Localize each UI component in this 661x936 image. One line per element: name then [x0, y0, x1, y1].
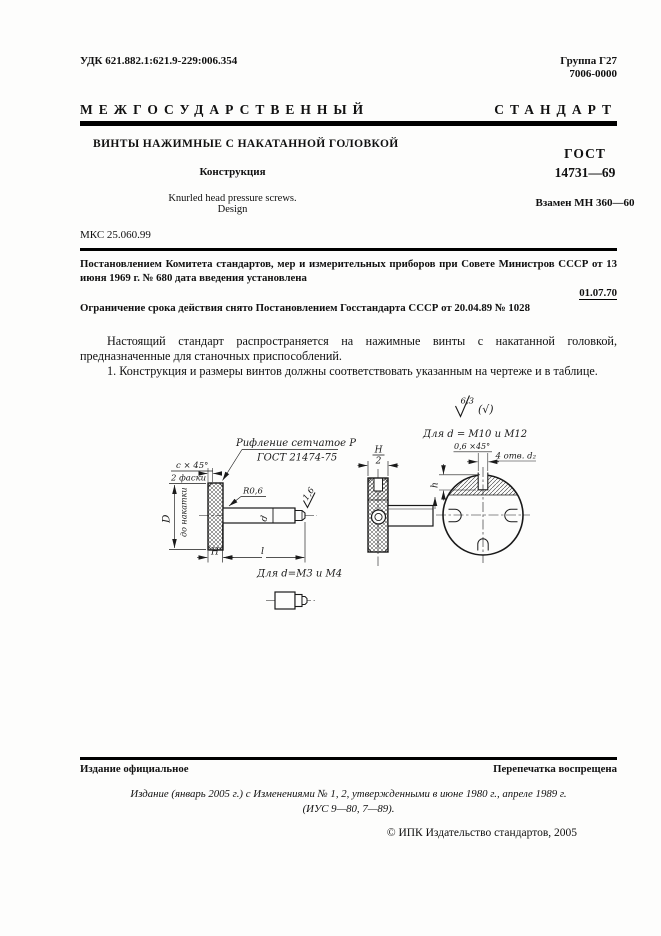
roughness-alt-symbol: (√): [478, 403, 494, 416]
footer-row: [80, 763, 617, 775]
fillet-radius-label: R0,6: [243, 486, 263, 497]
divider-rule-bottom: [80, 757, 617, 760]
standard-subtitle: Конструкция: [199, 166, 266, 178]
knurled-head: [208, 483, 223, 550]
edition-line2: (ИУС 9—80, 7—89).: [302, 802, 395, 815]
edition-note: [80, 787, 617, 816]
group-label: Группа Г27: [560, 55, 617, 67]
mks-code: МКС 25.060.99: [80, 229, 151, 241]
roughness-value: 6,3: [460, 396, 475, 407]
standard-type-word1: МЕЖГОСУДАРСТВЕННЫЙ: [80, 102, 370, 117]
dim-H-label: H: [211, 547, 219, 558]
standard-title: ВИНТЫ НАЖИМНЫЕ С НАКАТАННОЙ ГОЛОВКОЙ: [93, 138, 399, 150]
dim-H2-denominator: 2: [375, 456, 382, 467]
knurl-note-line2: ГОСТ 21474-75: [257, 452, 338, 464]
introduction-date: 01.07.70: [579, 287, 617, 299]
dim-H2-numerator: H: [374, 445, 383, 456]
dim-h-label: h: [430, 482, 441, 488]
holes-count-label: 4 отв. d₂: [495, 451, 536, 462]
paragraph-clause1: 1. Конструкция и размеры винтов должны соответствовать указанным на чертеже и в таблице.: [107, 364, 598, 378]
heading-rule: [80, 121, 617, 126]
dim-D-label: D: [160, 514, 173, 523]
replaces-note: Взамен МН 360—60: [535, 197, 635, 209]
right-hole: [505, 509, 518, 521]
decree-line1: Постановлением Комитета стандартов, мер и измерительных приборов при Совете Министров СССР от 13 июня 1969 г. № 680 дата введения установлена: [80, 258, 617, 284]
decree-line2: Ограничение срока действия снято Постановлением Госстандарта СССР от 20.04.89 № 1028: [80, 302, 530, 314]
title-english-2: Design: [217, 204, 248, 215]
technical-drawing: [140, 385, 660, 640]
m3m4-detail-view: [266, 592, 315, 609]
divider-rule-top: [80, 248, 617, 251]
gost-number: 14731—69: [554, 165, 616, 180]
m3m4-note: Для d=М3 и М4: [257, 568, 343, 580]
left-view: [161, 438, 357, 609]
decree-block: [80, 257, 617, 315]
title-left: [80, 138, 399, 215]
official-edition-note: Издание официальное: [80, 763, 189, 775]
left-hole: [449, 509, 462, 521]
m10m12-note: Для d = М10 и М12: [423, 429, 528, 440]
body-text: [80, 334, 617, 379]
hole-chamfer-label: 0,6 ×45°: [454, 442, 491, 451]
document-header: [80, 55, 617, 81]
chamfer-count-label: 2 фаски: [171, 473, 207, 484]
head-side-hole: [372, 510, 386, 524]
gost-label: ГОСТ: [564, 146, 606, 161]
group-block: [560, 55, 617, 81]
dim-D-note: до накатки: [179, 487, 189, 537]
head-top-hole: [374, 478, 383, 491]
okp-code: 7006-0000: [569, 68, 617, 80]
screw-drawing-svg: [140, 385, 660, 640]
middle-view: [358, 446, 436, 567]
edition-line1: Издание (январь 2005 г.) с Изменениями № 1, 2, утвержденными в июне 1980 г., апреле 1989 г.: [130, 788, 567, 800]
reprint-prohibition-note: Перепечатка воспрещена: [493, 763, 617, 775]
circle-view: [422, 396, 537, 564]
tip-roughness-label: 1,6: [301, 485, 318, 503]
standard-type-word2: СТАНДАРТ: [494, 102, 617, 117]
knurl-note-line1: Рифление сетчатое Р: [236, 438, 356, 449]
gost-designation-block: [500, 146, 661, 209]
udk-number: УДК 621.882.1:621.9-229:006.354: [80, 55, 238, 67]
chamfer-label: с × 45°: [176, 461, 209, 471]
paragraph-scope: Настоящий стандарт распространяется на нажимные винты с накатанной головкой, предназначенные для станочных приспособлений.: [80, 334, 617, 363]
copyright-notice: © ИПК Издательство стандартов, 2005: [386, 827, 577, 839]
standard-type-heading: [80, 102, 617, 118]
dim-d-label: d: [259, 514, 271, 523]
title-english-1: Knurled head pressure screws.: [168, 193, 297, 204]
screw-tip: [295, 511, 305, 521]
shaft-stub: [388, 506, 433, 527]
dim-l-label: l: [261, 546, 265, 557]
